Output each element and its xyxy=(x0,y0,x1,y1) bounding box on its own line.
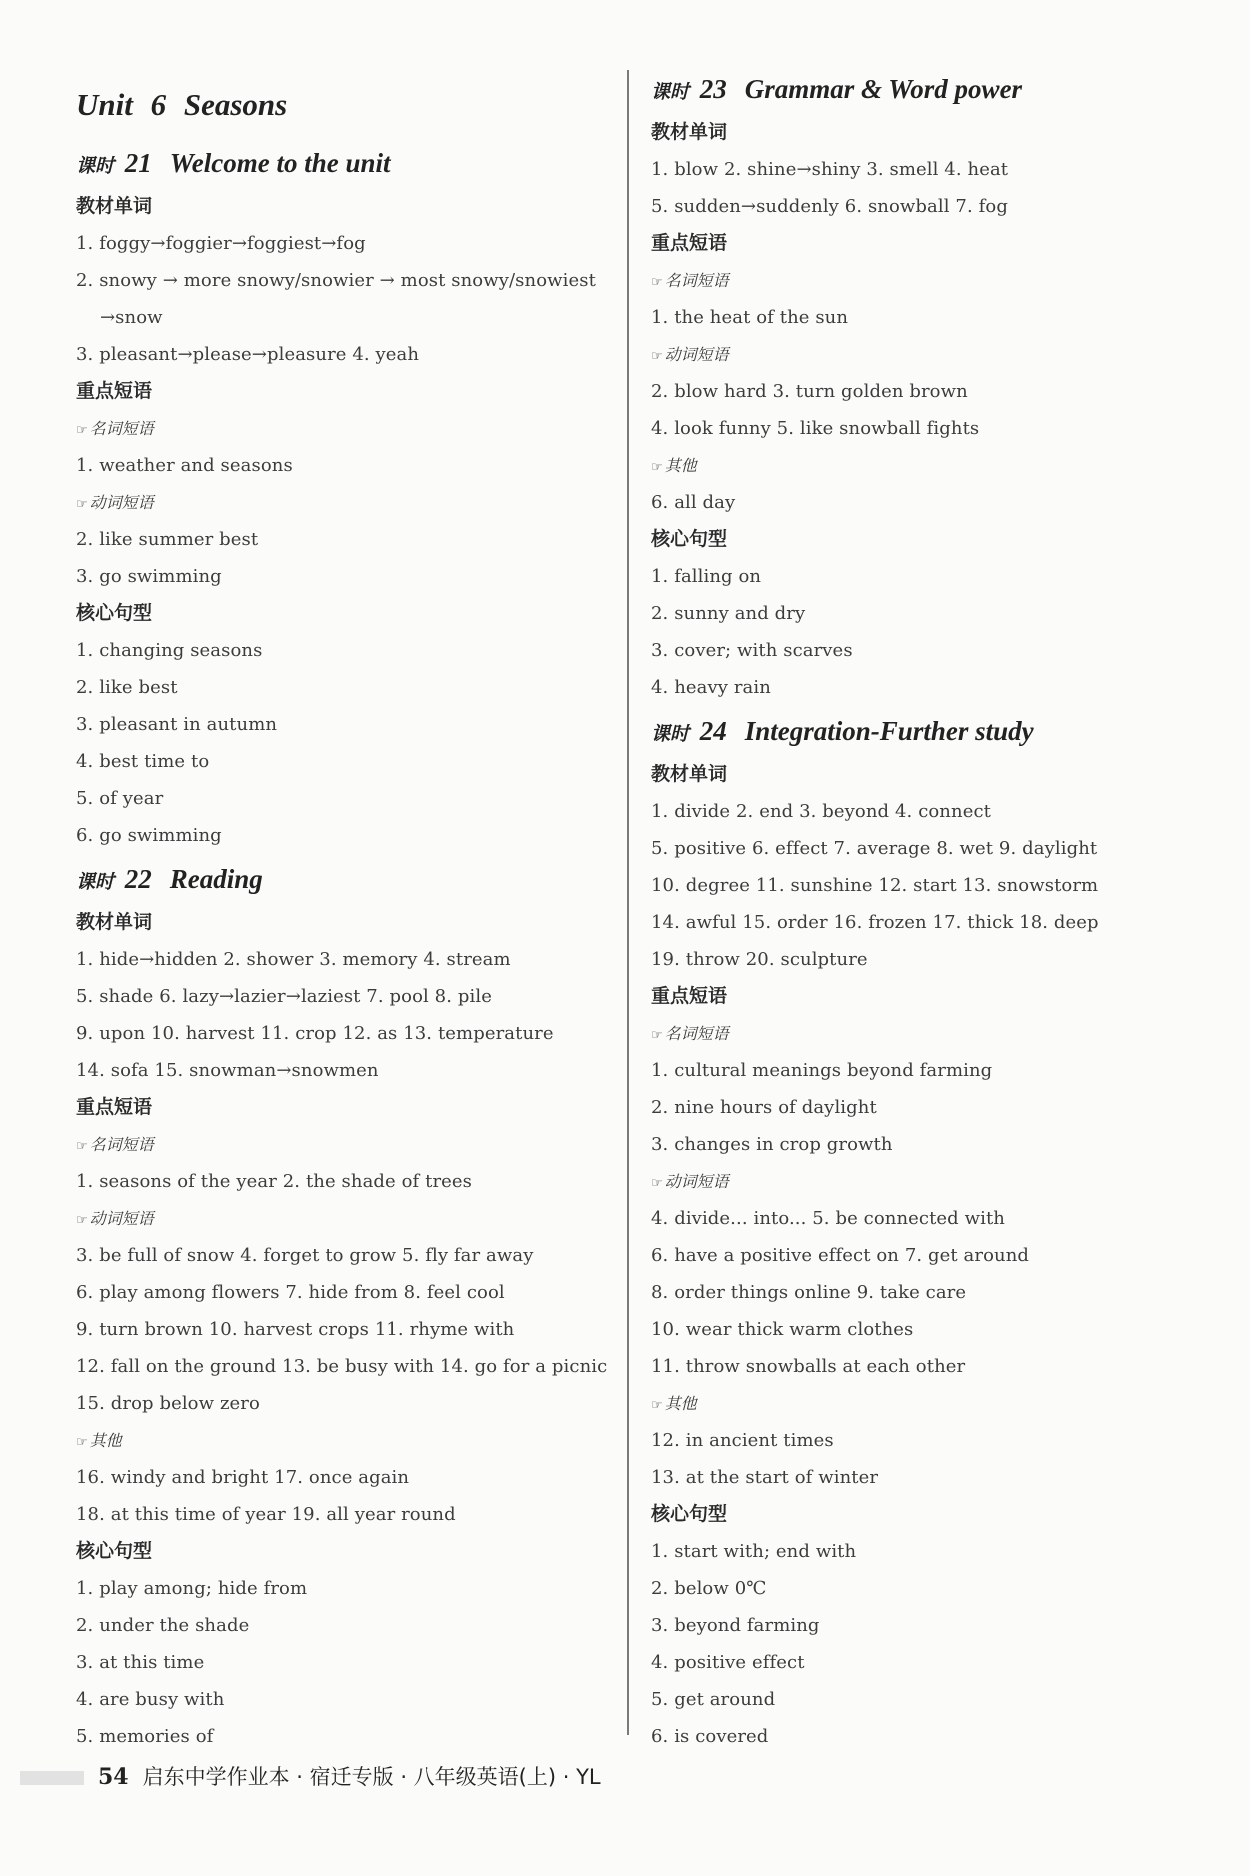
answer-line: 1. play among; hide from xyxy=(76,1578,308,1599)
page-number: 54 xyxy=(98,1764,129,1790)
answer-line: 9. upon 10. harvest 11. crop 12. as 13. temperature xyxy=(76,1023,554,1044)
right-column xyxy=(651,64,1191,1755)
lesson-number: 22 xyxy=(124,864,152,894)
answer-line: 15. drop below zero xyxy=(76,1393,260,1414)
subsection-other xyxy=(651,1385,1191,1422)
subsection-verb-phrases xyxy=(651,336,1191,373)
answer-line: 1. divide 2. end 3. beyond 4. connect xyxy=(651,801,991,822)
answer-line: 2. nine hours of daylight xyxy=(651,1097,877,1118)
subsection-label: 名词短语 xyxy=(664,1024,729,1043)
answer-line: 5. get around xyxy=(651,1689,776,1710)
answer-line: 3. pleasant→please→pleasure 4. yeah xyxy=(76,344,420,365)
pointing-hand-icon: ☞ xyxy=(651,1176,663,1191)
section-heading-words: 教材单词 xyxy=(76,195,153,217)
answer-line: 1. changing seasons xyxy=(76,640,263,661)
answer-line: 2. below 0℃ xyxy=(651,1578,767,1599)
lesson-number: 24 xyxy=(699,716,727,746)
answer-line: 1. start with; end with xyxy=(651,1541,857,1562)
section-heading-words: 教材单词 xyxy=(651,121,728,143)
answer-line: 19. throw 20. sculpture xyxy=(651,949,868,970)
subsection-label: 动词短语 xyxy=(664,1172,729,1191)
answer-line: 11. throw snowballs at each other xyxy=(651,1356,966,1377)
answer-line: 2. sunny and dry xyxy=(651,603,806,624)
lesson-number: 21 xyxy=(124,148,152,178)
pointing-hand-icon: ☞ xyxy=(76,423,88,438)
section-heading-phrases: 重点短语 xyxy=(76,1096,153,1118)
answer-line: 1. hide→hidden 2. shower 3. memory 4. stream xyxy=(76,949,511,970)
answer-line: 5. memories of xyxy=(76,1726,214,1747)
pointing-hand-icon: ☞ xyxy=(76,1435,88,1450)
answer-line: 1. seasons of the year 2. the shade of trees xyxy=(76,1171,472,1192)
answer-line: 5. positive 6. effect 7. average 8. wet 9. daylight xyxy=(651,838,1098,859)
answer-line: 4. heavy rain xyxy=(651,677,771,698)
subsection-label: 名词短语 xyxy=(89,1135,154,1154)
answer-line: 1. blow 2. shine→shiny 3. smell 4. heat xyxy=(651,159,1009,180)
answer-line: 2. blow hard 3. turn golden brown xyxy=(651,381,968,402)
answer-line: 1. falling on xyxy=(651,566,762,587)
lesson-title: Grammar & Word power xyxy=(744,74,1023,104)
answer-line: 12. fall on the ground 13. be busy with 14. go for a picnic xyxy=(76,1356,608,1377)
subsection-noun-phrases xyxy=(651,262,1191,299)
section-heading-words: 教材单词 xyxy=(76,911,153,933)
answer-line: 6. is covered xyxy=(651,1726,769,1747)
answer-line: 2. snowy → more snowy/snowier → most snowy/snowiest xyxy=(76,270,596,291)
answer-line: 3. changes in crop growth xyxy=(651,1134,893,1155)
section-heading-sentences: 核心句型 xyxy=(651,1503,728,1525)
lesson-keyword: 课时 xyxy=(651,724,690,745)
answer-line: 6. play among flowers 7. hide from 8. feel cool xyxy=(76,1282,505,1303)
answer-line: 10. wear thick warm clothes xyxy=(651,1319,914,1340)
answer-line: →snow xyxy=(100,307,163,328)
answer-line: 6. have a positive effect on 7. get around xyxy=(651,1245,1030,1266)
section-heading-words: 教材单词 xyxy=(651,763,728,785)
subsection-noun-phrases xyxy=(76,1126,616,1163)
subsection-other xyxy=(76,1422,616,1459)
subsection-label: 动词短语 xyxy=(89,493,154,512)
lesson-24-heading xyxy=(651,706,1191,756)
subsection-label: 其他 xyxy=(89,1431,122,1450)
unit-title: Unit 6 Seasons xyxy=(76,87,288,122)
section-heading-phrases: 重点短语 xyxy=(651,985,728,1007)
subsection-label: 名词短语 xyxy=(664,271,729,290)
answer-line: 9. turn brown 10. harvest crops 11. rhyme with xyxy=(76,1319,515,1340)
pointing-hand-icon: ☞ xyxy=(76,1139,88,1154)
subsection-label: 其他 xyxy=(664,456,697,475)
answer-line: 14. sofa 15. snowman→snowmen xyxy=(76,1060,379,1081)
answer-line: 16. windy and bright 17. once again xyxy=(76,1467,410,1488)
section-heading-phrases: 重点短语 xyxy=(76,380,153,402)
subsection-verb-phrases xyxy=(651,1163,1191,1200)
answer-line: 10. degree 11. sunshine 12. start 13. snowstorm xyxy=(651,875,1099,896)
pointing-hand-icon: ☞ xyxy=(651,460,663,475)
answer-line: 12. in ancient times xyxy=(651,1430,834,1451)
answer-line: 4. divide... into... 5. be connected with xyxy=(651,1208,1006,1229)
lesson-title: Welcome to the unit xyxy=(169,148,391,178)
answer-line: 3. be full of snow 4. forget to grow 5. fly far away xyxy=(76,1245,534,1266)
subsection-verb-phrases xyxy=(76,484,616,521)
lesson-keyword: 课时 xyxy=(76,156,115,177)
answer-line: 18. at this time of year 19. all year round xyxy=(76,1504,456,1525)
subsection-verb-phrases xyxy=(76,1200,616,1237)
page-footer xyxy=(20,1757,601,1797)
answer-line: 14. awful 15. order 16. frozen 17. thick 18. deep xyxy=(651,912,1099,933)
lesson-number: 23 xyxy=(699,74,727,104)
answer-line: 3. cover; with scarves xyxy=(651,640,853,661)
pointing-hand-icon: ☞ xyxy=(651,1398,663,1413)
section-heading-sentences: 核心句型 xyxy=(76,602,153,624)
answer-line: 6. all day xyxy=(651,492,736,513)
lesson-keyword: 课时 xyxy=(651,82,690,103)
answer-line: 3. beyond farming xyxy=(651,1615,820,1636)
subsection-label: 动词短语 xyxy=(89,1209,154,1228)
lesson-keyword: 课时 xyxy=(76,872,115,893)
answer-line: 5. sudden→suddenly 6. snowball 7. fog xyxy=(651,196,1008,217)
answer-line: 8. order things online 9. take care xyxy=(651,1282,967,1303)
pointing-hand-icon: ☞ xyxy=(651,275,663,290)
subsection-label: 动词短语 xyxy=(664,345,729,364)
pointing-hand-icon: ☞ xyxy=(76,497,88,512)
footer-decoration xyxy=(20,1771,84,1785)
section-heading-phrases: 重点短语 xyxy=(651,232,728,254)
answer-line: 3. pleasant in autumn xyxy=(76,714,278,735)
answer-line: 5. of year xyxy=(76,788,164,809)
answer-line: 6. go swimming xyxy=(76,825,222,846)
answer-line: 3. go swimming xyxy=(76,566,222,587)
answer-line: 4. positive effect xyxy=(651,1652,805,1673)
answer-line: 13. at the start of winter xyxy=(651,1467,879,1488)
answer-line: 4. are busy with xyxy=(76,1689,225,1710)
answer-line: 1. the heat of the sun xyxy=(651,307,849,328)
pointing-hand-icon: ☞ xyxy=(651,1028,663,1043)
lesson-23-heading xyxy=(651,64,1191,114)
answer-line: 2. under the shade xyxy=(76,1615,250,1636)
answer-line: 2. like summer best xyxy=(76,529,259,550)
pointing-hand-icon: ☞ xyxy=(651,349,663,364)
left-column xyxy=(76,64,616,1755)
lesson-title: Integration-Further study xyxy=(744,716,1034,746)
book-title: 启东中学作业本 · 宿迁专版 · 八年级英语(上) · YL xyxy=(142,1765,601,1789)
pointing-hand-icon: ☞ xyxy=(76,1213,88,1228)
subsection-noun-phrases xyxy=(76,410,616,447)
answer-line: 3. at this time xyxy=(76,1652,205,1673)
subsection-label: 其他 xyxy=(664,1394,697,1413)
answer-line: 1. weather and seasons xyxy=(76,455,293,476)
answer-line: 5. shade 6. lazy→lazier→laziest 7. pool 8. pile xyxy=(76,986,492,1007)
subsection-label: 名词短语 xyxy=(89,419,154,438)
answer-line: 1. foggy→foggier→foggiest→fog xyxy=(76,233,366,254)
column-divider xyxy=(627,70,629,1735)
lesson-21-heading xyxy=(76,138,616,188)
section-heading-sentences: 核心句型 xyxy=(651,528,728,550)
answer-line: 1. cultural meanings beyond farming xyxy=(651,1060,993,1081)
lesson-22-heading xyxy=(76,854,616,904)
subsection-noun-phrases xyxy=(651,1015,1191,1052)
answer-line: 4. best time to xyxy=(76,751,210,772)
subsection-other xyxy=(651,447,1191,484)
answer-line: 4. look funny 5. like snowball fights xyxy=(651,418,980,439)
lesson-title: Reading xyxy=(169,864,263,894)
answer-line: 2. like best xyxy=(76,677,178,698)
section-heading-sentences: 核心句型 xyxy=(76,1540,153,1562)
